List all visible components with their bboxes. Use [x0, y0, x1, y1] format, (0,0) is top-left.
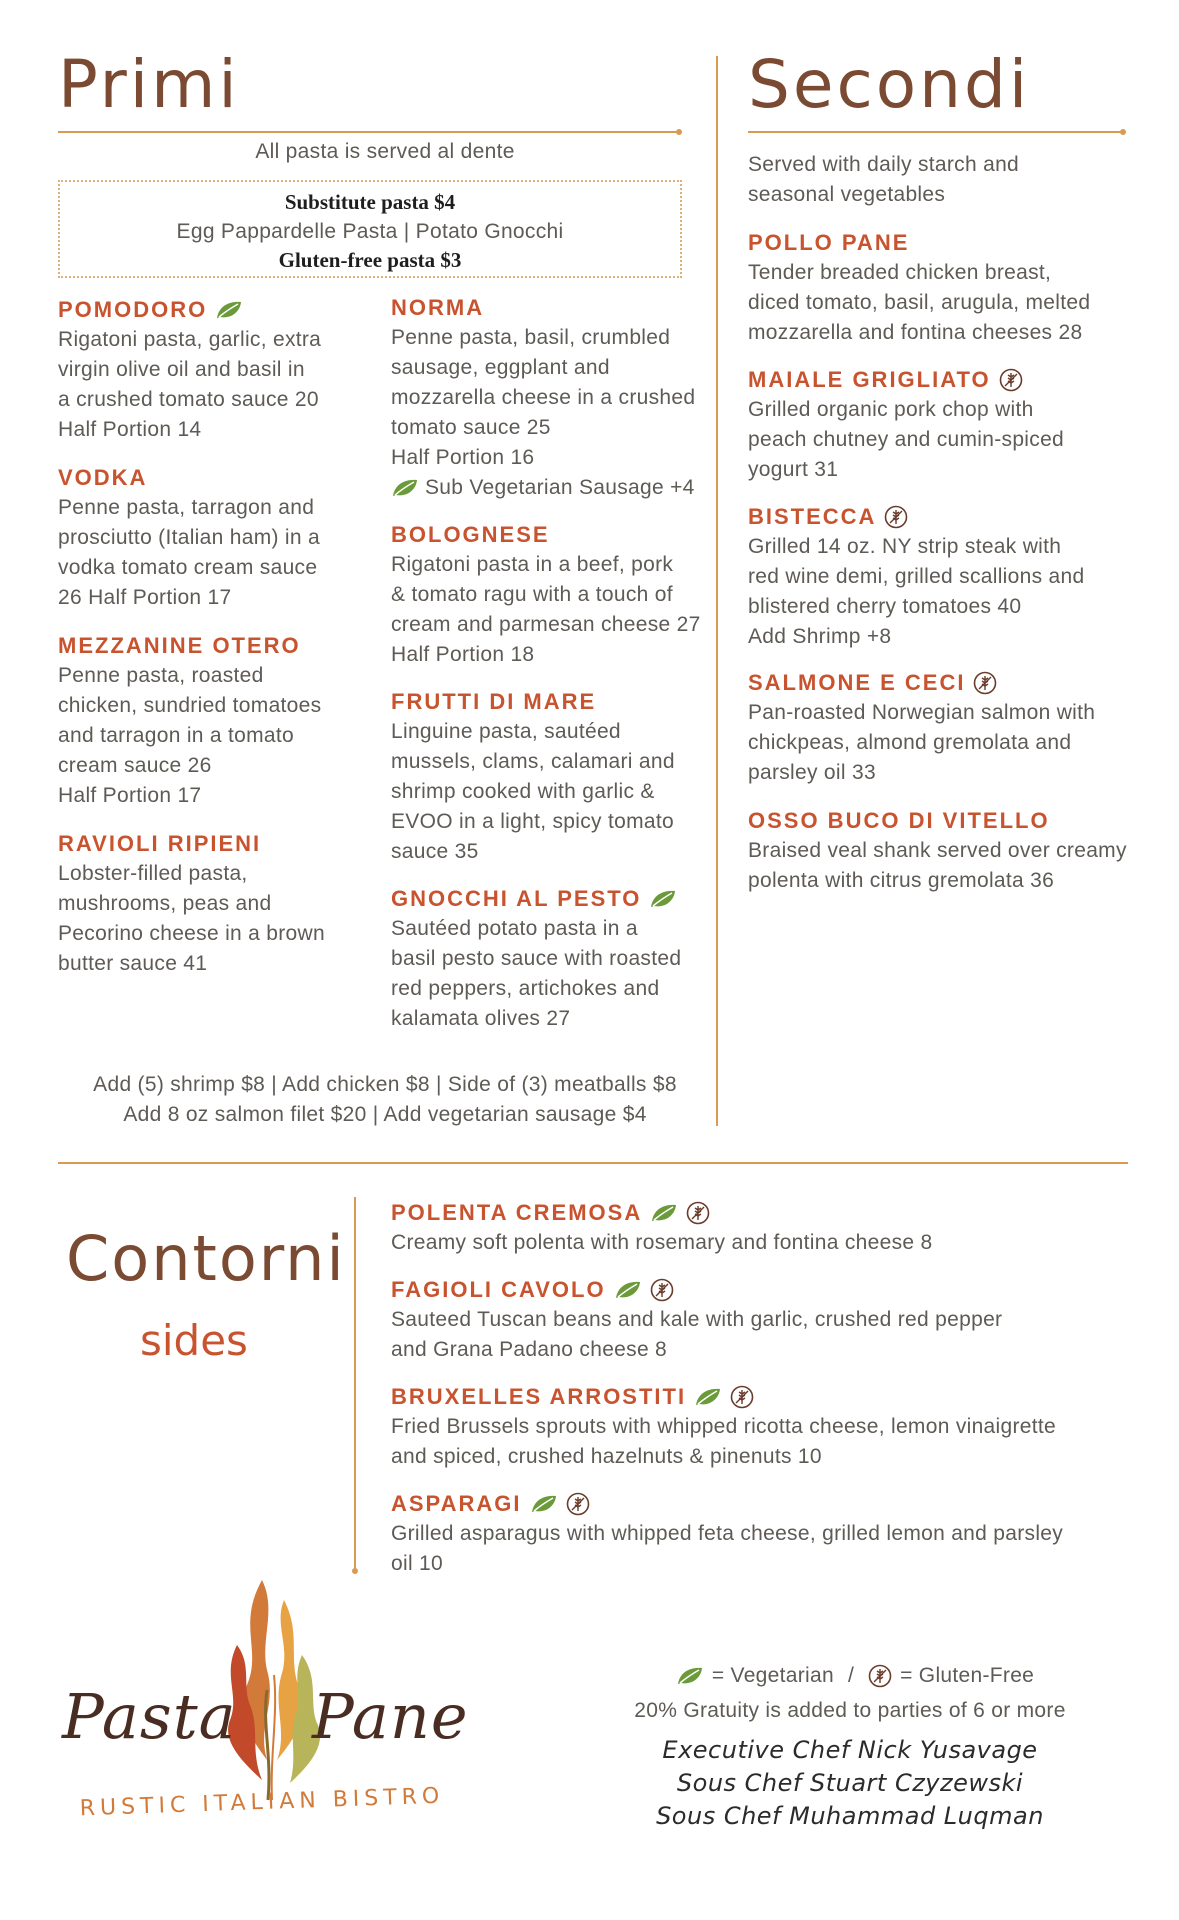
secondi-rule-dot: [1120, 129, 1126, 135]
secondi-subtitle: [748, 150, 1148, 210]
section-divider: [58, 1162, 1128, 1164]
primi-rule: [58, 131, 678, 133]
logo-word-pasta: Pasta: [62, 1680, 237, 1753]
menu-item-salmone-e-ceci: [748, 668, 1158, 788]
vegetarian-leaf-icon: [694, 1387, 722, 1407]
chef-line: Sous Chef Stuart Czyzewski: [676, 1769, 1024, 1797]
desc-line: and Grana Padano cheese 8: [391, 1338, 668, 1361]
vegetarian-leaf-icon: [676, 1666, 704, 1686]
desc-line: cream sauce 26: [58, 754, 212, 777]
vegetarian-leaf-icon: [650, 1203, 678, 1223]
desc-line: Grilled asparagus with whipped feta cheese, grilled lemon and parsley: [391, 1522, 1064, 1545]
desc-line: Braised veal shank served over creamy: [748, 839, 1127, 862]
desc-line: Half Portion 17: [58, 784, 202, 807]
menu-item-pomodoro: [58, 295, 368, 445]
primi-rule-dot: [676, 129, 682, 135]
item-name: ASPARAGI: [391, 1491, 522, 1516]
item-name: RAVIOLI RIPIENI: [58, 831, 262, 856]
desc-line: Grilled organic pork chop with: [748, 398, 1034, 421]
norma-note: Sub Vegetarian Sausage +4: [425, 476, 695, 499]
vegetarian-leaf-icon: [530, 1494, 558, 1514]
vegetarian-leaf-icon: [391, 478, 419, 498]
vegetarian-leaf-icon: [649, 889, 677, 909]
item-name: MAIALE GRIGLIATO: [748, 367, 991, 392]
desc-line: Grilled 14 oz. NY strip steak with: [748, 535, 1062, 558]
desc-line: Rigatoni pasta in a beef, pork: [391, 553, 674, 576]
desc-line: a crushed tomato sauce 20: [58, 388, 319, 411]
chef-credits: [570, 1734, 1130, 1833]
desc-line: and spiced, crushed hazelnuts & pinenuts 10: [391, 1445, 822, 1468]
desc-line: mussels, clams, calamari and: [391, 750, 675, 773]
secondi-rule: [748, 131, 1122, 133]
desc-line: Half Portion 18: [391, 643, 535, 666]
desc-line: cream and parmesan cheese 27: [391, 613, 701, 636]
gluten-free-icon: [884, 505, 908, 529]
desc-line: 26 Half Portion 17: [58, 586, 232, 609]
item-name: SALMONE E CECI: [748, 670, 966, 695]
desc-line: Linguine pasta, sautéed: [391, 720, 621, 743]
item-name: MEZZANINE OTERO: [58, 633, 301, 658]
item-name: VODKA: [58, 465, 148, 490]
menu-item-osso-buco-di-vitello: [748, 806, 1168, 896]
item-name: FRUTTI DI MARE: [391, 689, 597, 714]
desc-line: oil 10: [391, 1552, 444, 1575]
menu-item-pollo-pane: [748, 228, 1158, 348]
primi-subtitle: All pasta is served al dente: [255, 140, 515, 163]
desc-line: kalamata olives 27: [391, 1007, 571, 1030]
desc-line: Sauteed Tuscan beans and kale with garlic, crushed red pepper: [391, 1308, 1003, 1331]
primi-addons: [58, 1070, 712, 1130]
logo-word-pane: Pane: [312, 1680, 469, 1753]
gluten-free-icon: [686, 1201, 710, 1225]
gluten-free-icon: [973, 671, 997, 695]
menu-item-gnocchi-al-pesto: [391, 884, 711, 1034]
vegetarian-leaf-icon: [614, 1280, 642, 1300]
gluten-free-icon: [999, 368, 1023, 392]
addons-line2: Add 8 oz salmon filet $20 | Add vegetarian sausage $4: [123, 1103, 647, 1126]
desc-line: Pecorino cheese in a brown: [58, 922, 325, 945]
menu-item-asparagi: [391, 1489, 1151, 1579]
secondi-title: Secondi: [748, 46, 1031, 123]
menu-item-mezzanine-otero: [58, 631, 368, 811]
gratuity-note: 20% Gratuity is added to parties of 6 or more: [634, 1699, 1066, 1722]
desc-line: Penne pasta, basil, crumbled: [391, 326, 671, 349]
desc-line: Sautéed potato pasta in a: [391, 917, 638, 940]
desc-line: blistered cherry tomatoes 40: [748, 595, 1022, 618]
addons-line1: Add (5) shrimp $8 | Add chicken $8 | Side of (3) meatballs $8: [93, 1073, 677, 1096]
contorni-subtitle: sides: [140, 1316, 248, 1365]
item-name: POLLO PANE: [748, 230, 910, 255]
desc-line: & tomato ragu with a touch of: [391, 583, 673, 606]
legend-separator: /: [847, 1664, 855, 1687]
substitute-line3: Gluten-free pasta $3: [278, 248, 462, 272]
desc-line: Pan-roasted Norwegian salmon with: [748, 701, 1096, 724]
primi-title: Primi: [58, 46, 240, 123]
legend-row: [630, 1661, 1080, 1691]
desc-line: polenta with citrus gremolata 36: [748, 869, 1055, 892]
vegetarian-leaf-icon: [215, 300, 243, 320]
item-name: GNOCCHI AL PESTO: [391, 886, 642, 911]
menu-item-bistecca: [748, 502, 1158, 652]
substitute-box: [58, 180, 682, 278]
menu-item-bruxelles-arrostiti: [391, 1382, 1151, 1472]
desc-line: red peppers, artichokes and: [391, 977, 660, 1000]
desc-line: chicken, sundried tomatoes: [58, 694, 322, 717]
desc-line: Half Portion 14: [58, 418, 202, 441]
substitute-line2: Egg Pappardelle Pasta | Potato Gnocchi: [176, 220, 564, 243]
chef-line: Executive Chef Nick Yusavage: [662, 1736, 1038, 1764]
chef-line: Sous Chef Muhammad Luqman: [656, 1802, 1044, 1830]
desc-line: peach chutney and cumin-spiced: [748, 428, 1065, 451]
desc-line: Fried Brussels sprouts with whipped ricotta cheese, lemon vinaigrette: [391, 1415, 1057, 1438]
logo-tagline: RUSTIC ITALIAN BISTRO: [79, 1783, 445, 1822]
desc-line: Rigatoni pasta, garlic, extra: [58, 328, 322, 351]
desc-line: red wine demi, grilled scallions and: [748, 565, 1085, 588]
item-name: BRUXELLES ARROSTITI: [391, 1384, 687, 1409]
desc-line: Creamy soft polenta with rosemary and fontina cheese 8: [391, 1231, 933, 1254]
menu-item-vodka: [58, 463, 368, 613]
desc-line: Penne pasta, tarragon and: [58, 496, 315, 519]
item-name: NORMA: [391, 295, 485, 320]
legend-vegetarian: = Vegetarian: [711, 1664, 834, 1687]
item-name: POMODORO: [58, 297, 208, 322]
desc-line: Add Shrimp +8: [748, 625, 892, 648]
menu-item-fagioli-cavolo: [391, 1275, 1151, 1365]
item-name: BISTECCA: [748, 504, 877, 529]
item-name: POLENTA CREMOSA: [391, 1200, 643, 1225]
menu-item-ravioli-ripieni: [58, 829, 368, 979]
desc-line: and tarragon in a tomato: [58, 724, 295, 747]
gluten-free-icon: [730, 1385, 754, 1409]
desc-line: diced tomato, basil, arugula, melted: [748, 291, 1091, 314]
pasta-pane-logo: [62, 1555, 482, 1855]
desc-line: chickpeas, almond gremolata and: [748, 731, 1072, 754]
desc-line: virgin olive oil and basil in: [58, 358, 305, 381]
menu-item-bolognese: [391, 520, 721, 670]
menu-item-polenta-cremosa: [391, 1198, 1151, 1258]
desc-line: vodka tomato cream sauce: [58, 556, 318, 579]
menu-item-norma: [391, 293, 711, 503]
desc-line: yogurt 31: [748, 458, 839, 481]
item-name: OSSO BUCO DI VITELLO: [748, 808, 1050, 833]
item-name: BOLOGNESE: [391, 522, 550, 547]
desc-line: mozzarella cheese in a crushed: [391, 386, 696, 409]
contorni-title: Contorni: [66, 1222, 346, 1295]
gluten-free-icon: [868, 1664, 892, 1688]
desc-line: Lobster-filled pasta,: [58, 862, 248, 885]
gluten-free-icon: [566, 1492, 590, 1516]
desc-line: tomato sauce 25: [391, 416, 551, 439]
desc-line: prosciutto (Italian ham) in a: [58, 526, 320, 549]
desc-line: sauce 35: [391, 840, 479, 863]
desc-line: shrimp cooked with garlic &: [391, 780, 655, 803]
substitute-line1: Substitute pasta $4: [284, 190, 456, 214]
desc-line: mushrooms, peas and: [58, 892, 272, 915]
desc-line: parsley oil 33: [748, 761, 876, 784]
menu-item-maiale-grigliato: [748, 365, 1158, 485]
desc-line: Half Portion 16: [391, 446, 535, 469]
desc-line: basil pesto sauce with roasted: [391, 947, 682, 970]
contorni-divider: [354, 1197, 356, 1571]
legend-gluten-free: = Gluten-Free: [900, 1664, 1035, 1687]
gluten-free-icon: [650, 1278, 674, 1302]
subtitle-line: Served with daily starch and: [748, 153, 1020, 176]
desc-line: sausage, eggplant and: [391, 356, 610, 379]
desc-line: Tender breaded chicken breast,: [748, 261, 1052, 284]
column-divider: [716, 56, 718, 1126]
desc-line: butter sauce 41: [58, 952, 208, 975]
desc-line: mozzarella and fontina cheeses 28: [748, 321, 1083, 344]
menu-item-frutti-di-mare: [391, 687, 711, 867]
subtitle-line: seasonal vegetables: [748, 183, 946, 206]
desc-line: EVOO in a light, spicy tomato: [391, 810, 674, 833]
desc-line: Penne pasta, roasted: [58, 664, 264, 687]
item-name: FAGIOLI CAVOLO: [391, 1277, 606, 1302]
